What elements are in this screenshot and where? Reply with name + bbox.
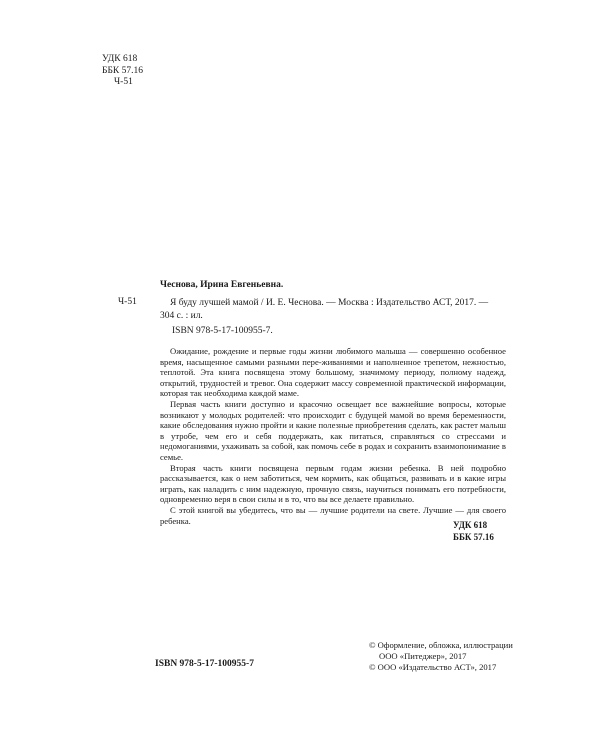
annotation <box>160 346 506 526</box>
copyright-line: ООО «Питеджер», 2017 <box>379 650 467 661</box>
header-classification-codes <box>102 54 143 89</box>
catalog-cutter-code: Ч-51 <box>118 297 137 307</box>
cutter-code: Ч-51 <box>114 77 133 87</box>
bibliographic-description: Я буду лучшей мамой / И. Е. Чеснова. — Москва : Издательство АСТ, 2017. — 304 с. : ил. <box>160 298 489 321</box>
bbk-code: ББК 57.16 <box>102 65 143 76</box>
footer-classification-codes <box>453 519 494 543</box>
copyright-line: © Оформление, обложка, иллюстрации <box>369 640 513 650</box>
catalog-isbn: ISBN 978-5-17-100955-7. <box>172 326 273 336</box>
annotation-paragraph: С этой книгой вы убедитесь, что вы — лучшие родители на свете. Лучшие — для своего ребенка. <box>160 504 506 526</box>
footer-udk-code: УДК 618 <box>453 520 488 530</box>
footer-bbk-code: ББК 57.16 <box>453 532 494 542</box>
udk-code: УДК 618 <box>102 54 138 64</box>
author-name: Чеснова, Ирина Евгеньевна. <box>160 280 284 290</box>
annotation-paragraph: Первая часть книги доступно и красочно освещает все важнейшие вопросы, которые возникают у молодых родителей: что происходит с будущей мамой во время беременности, какие обследования нужно пройти и какие полезные приобретения сделать, как растет малыш в утробе, чем его и себя поддержать, как питаться, справляться со стрессами и недомоганиями, ухаживать за собой, как помочь себе в родах и сохранить взаимопонимание в семье. <box>160 398 506 462</box>
annotation-paragraph: Вторая часть книги посвящена первым годам жизни ребенка. В ней подробно рассказывается, как о нем заботиться, чем кормить, как общаться, развивать и в какие игры играть, как наладить с ним надежную, прочную связь, научиться понимать его потребности, одновременно веря в свои силы и в то, что вы все делаете правильно. <box>160 462 506 505</box>
annotation-paragraph: Ожидание, рождение и первые годы жизни любимого малыша — совершенно особенное время, насыщенное самыми разными пере-живаниями и наполненное трепетом, нежностью, теплотой. Эта книга посвящена этому большому, значимому периоду, полному надежд, открытий, трудностей и тревог. Она содержит массу современной практической информации, которая так необходима каждой маме. <box>160 346 506 399</box>
isbn-bottom: ISBN 978-5-17-100955-7 <box>155 659 254 669</box>
copyright-line: © ООО «Издательство АСТ», 2017 <box>369 661 497 672</box>
copyright-block <box>369 640 513 672</box>
